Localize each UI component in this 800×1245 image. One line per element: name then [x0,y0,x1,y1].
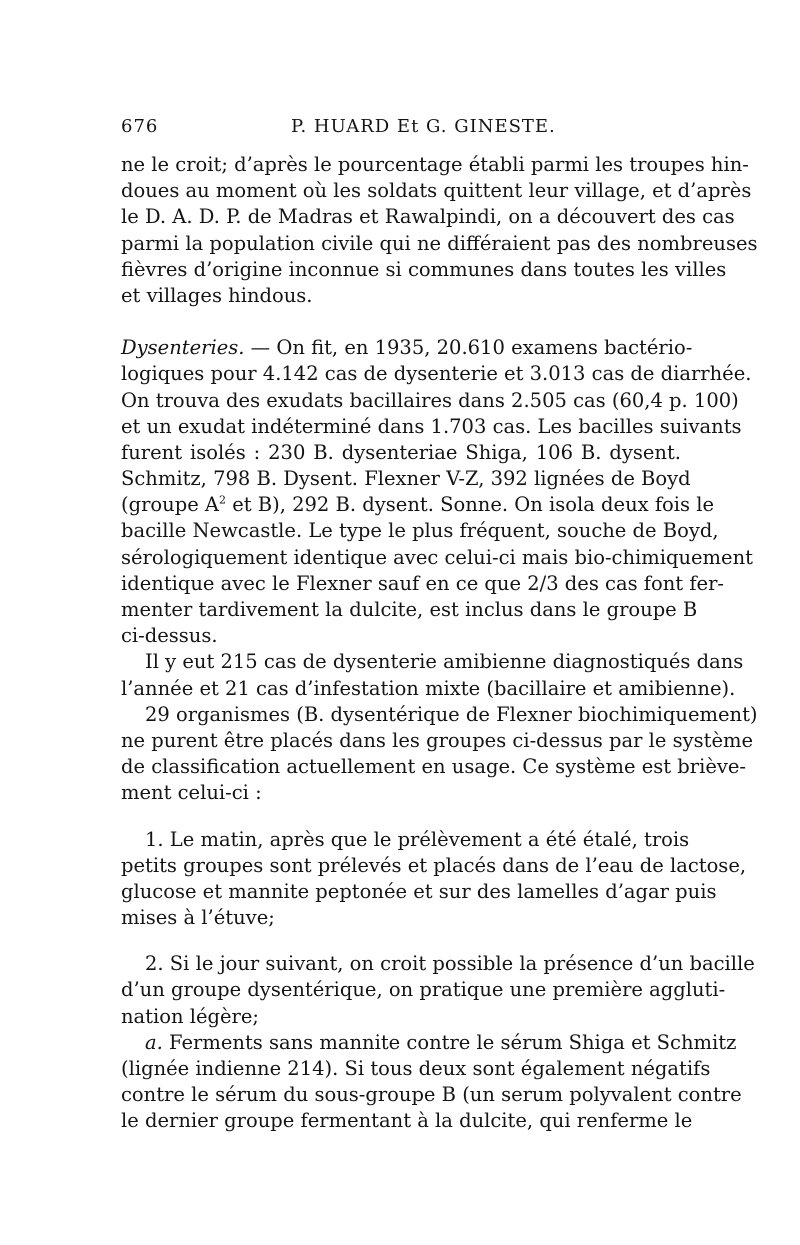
text-line: mises à l’étuve; [121,906,275,930]
text-line: l’année et 21 cas d’infestation mixte (bacillaire et amibienne). [121,676,736,700]
text-line: glucose et mannite peptonée et sur des lamelles d’agar puis [121,879,717,903]
paragraph-plague-continuation [121,152,758,309]
text-line: furent isolés : 230 B. dysenteriae Shiga, 106 B. dysent. [121,440,681,464]
text-line: le D. A. D. P. de Madras et Rawalpindi, on a découvert des cas [121,205,735,229]
text-line: ment celui-ci : [121,781,262,805]
text-line [121,1030,737,1056]
text-segment: (groupe A [121,493,220,517]
text-line: logiques pour 4.142 cas de dysenterie et 3.013 cas de diarrhée. [121,362,752,386]
text-line: et villages hindous. [121,283,313,307]
text-line: petits groupes sont prélevés et placés dans de l’eau de lactose, [121,853,747,877]
text-line: ne le croit; d’après le pourcentage établi parmi les troupes hin- [121,153,749,176]
text-line: fièvres d’origine inconnue si communes dans toutes les villes [121,257,727,281]
text-line: 1. Le matin, après que le prélèvement a été étalé, trois [145,827,690,851]
text-line: Schmitz, 798 B. Dysent. Flexner V-Z, 392 lignées de Boyd [121,467,691,491]
page-number: 676 [121,116,159,137]
item-label: a. [145,1030,163,1054]
paragraph-amoebic [121,649,744,701]
list-item-a [121,1030,742,1135]
text-line: 29 organismes (B. dysentérique de Flexner biochimiquement) [145,702,758,726]
text-line: parmi la population civile qui ne différaient pas des nombreuses [121,231,758,255]
text-line [121,492,715,518]
paragraph-dysenteries [121,335,753,649]
body-text [121,152,758,1135]
text-line: menter tardivement la dulcite, est inclus dans le groupe B [121,598,698,621]
list-item-1 [121,827,747,932]
paragraph-unclassified [121,702,758,807]
text-line: le dernier groupe fermentant à la dulcite, qui renferme le [121,1109,693,1133]
page-header [121,116,681,146]
text-line: nation légère; [121,1004,259,1028]
text-line: 2. Si le jour suivant, on croit possible la présence d’un bacille [145,952,755,976]
text-segment: et B), 292 B. dysent. Sonne. On isola deux fois le [226,493,715,517]
text-segment: Ferments sans mannite contre le sérum Shiga et Schmitz [162,1030,737,1054]
text-line: et un exudat indéterminé dans 1.703 cas. Les bacilles suivants [121,414,742,438]
text-line: On trouva des exudats bacillaires dans 2.505 cas (60,4 p. 100) [121,388,739,412]
text-line: d’un groupe dysentérique, on pratique une première aggluti- [121,978,726,1002]
text-line: ci-dessus. [121,624,218,648]
text-segment: — On fit, en 1935, 20.610 examens bactério- [244,336,693,360]
running-title: P. HUARD Et G. GINESTE. [291,116,556,137]
superscript: 2 [219,493,227,507]
text-line: bacille Newcastle. Le type le plus fréquent, souche de Boyd, [121,519,719,543]
text-line: Il y eut 215 cas de dysenterie amibienne diagnostiqués dans [145,650,744,674]
text-line: ne purent être placés dans les groupes ci-dessus par le système [121,728,754,752]
text-line: (lignée indienne 214). Si tous deux sont également négatifs [121,1057,711,1080]
section-heading-dysenteries: Dysenteries. [121,336,245,360]
text-line [121,335,693,361]
text-line: de classification actuellement en usage. Ce système est briève- [121,755,747,779]
text-line: contre le sérum du sous-groupe B (un serum polyvalent contre [121,1083,742,1107]
text-line: doues au moment où les soldats quittent leur village, et d’après [121,179,752,203]
list-item-2 [121,951,755,1030]
text-line: identique avec le Flexner sauf en ce que 2/3 des cas font fer- [121,571,724,595]
text-line: sérologiquement identique avec celui-ci mais bio-chimiquement [121,545,753,569]
